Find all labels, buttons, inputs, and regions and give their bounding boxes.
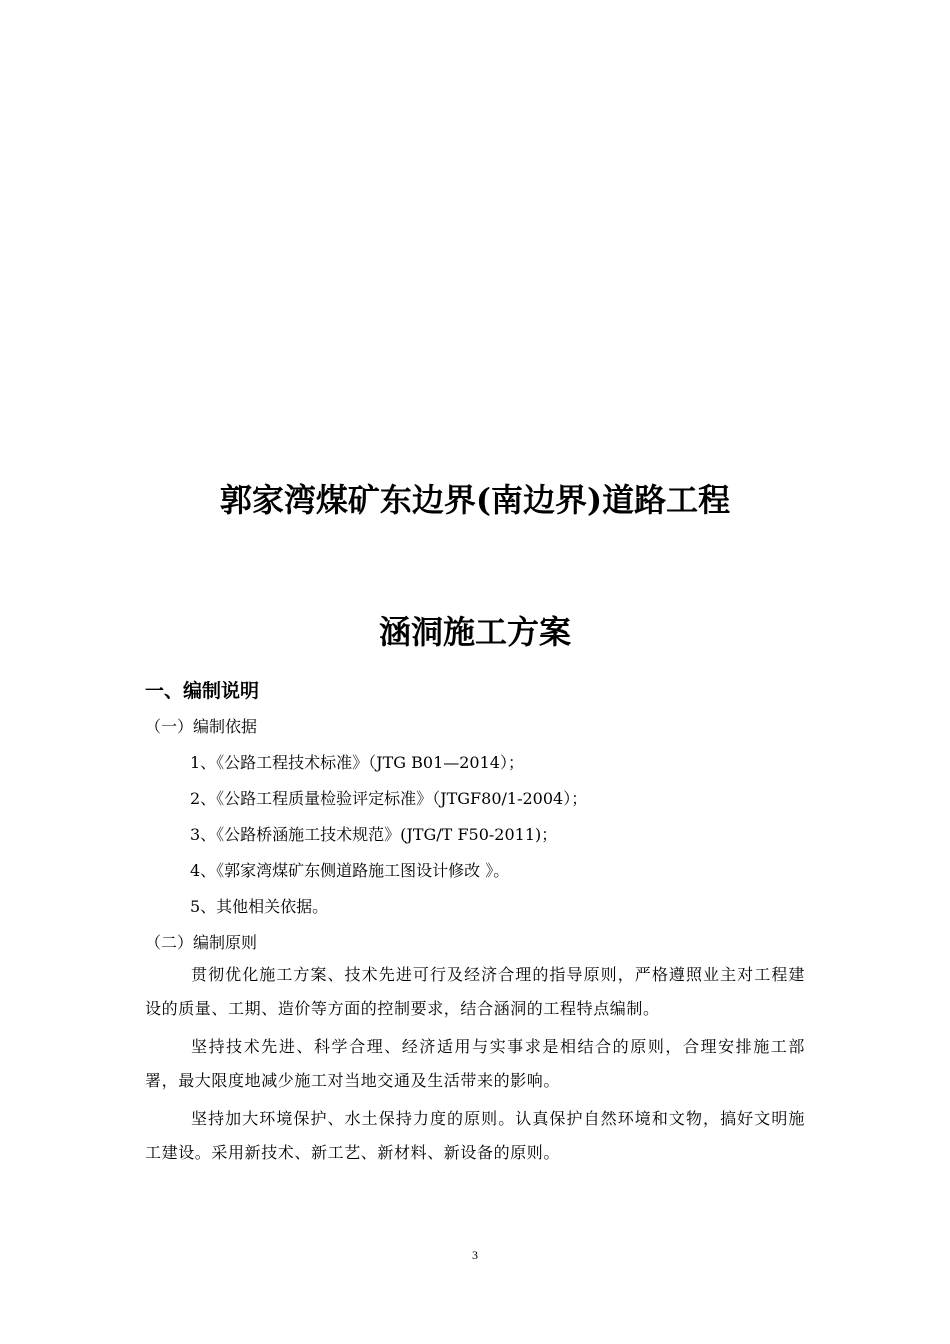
principle-paragraph-1: 贯彻优化施工方案、技术先进可行及经济合理的指导原则，严格遵照业主对工程建设的质量、工期、造价等方面的控制要求，结合涵洞的工程特点编制。: [145, 965, 805, 1018]
page-number: 3: [472, 1248, 478, 1262]
basis-item-1: 1、《公路工程技术标准》（JTG B01—2014）；: [190, 753, 524, 772]
subsection-heading-principles: （二）编制原则: [145, 933, 258, 952]
basis-item-5: 5、其他相关依据。: [190, 897, 329, 916]
principle-paragraph-3: 坚持加大环境保护、水土保持力度的原则。认真保护自然环境和文物，搞好文明施工建设。采用新技术、新工艺、新材料、新设备的原则。: [145, 1109, 805, 1162]
principle-paragraph-2: 坚持技术先进、科学合理、经济适用与实事求是相结合的原则，合理安排施工部署，最大限度地减少施工对当地交通及生活带来的影响。: [145, 1037, 805, 1090]
basis-item-3: 3、《公路桥涵施工技术规范》(JTG/T F50-2011)；: [190, 825, 558, 844]
subsection-heading-basis: （一）编制依据: [145, 717, 258, 736]
document-subtitle: 涵洞施工方案: [378, 613, 571, 651]
basis-item-2: 2、《公路工程质量检验评定标准》（JTGF80/1-2004）；: [190, 789, 588, 808]
basis-item-4: 4、《郭家湾煤矿东侧道路施工图设计修改 》。: [190, 861, 510, 880]
section-heading: 一、编制说明: [145, 680, 260, 702]
document-title: 郭家湾煤矿东边界(南边界)道路工程: [219, 481, 731, 519]
